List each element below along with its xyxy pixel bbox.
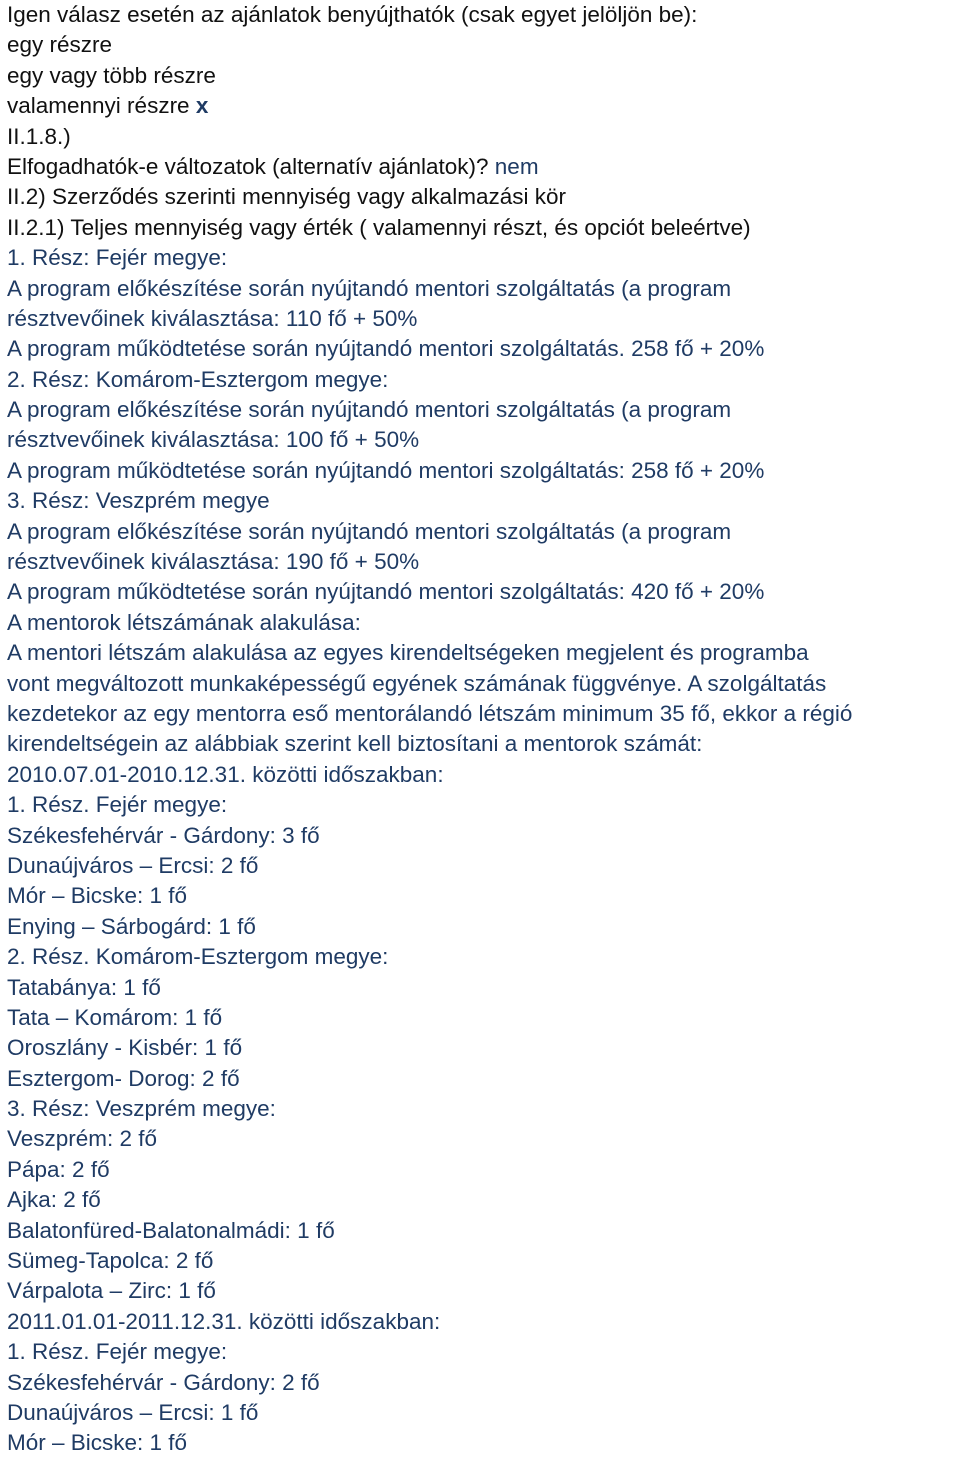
- text-line: Székesfehérvár - Gárdony: 3 fő: [7, 822, 320, 848]
- text-line: 1. Rész: Fejér megye:: [7, 245, 228, 271]
- text-line: kirendeltségein az alábbiak szerint kell biztosítani a mentorok számát:: [7, 731, 703, 757]
- text-line: Sümeg-Tapolca: 2 fő: [7, 1248, 214, 1274]
- text-line: Tatabánya: 1 fő: [7, 974, 161, 1000]
- text-line: résztvevőinek kiválasztása: 110 fő + 50%: [7, 305, 418, 331]
- text-line: Székesfehérvár - Gárdony: 2 fő: [7, 1369, 320, 1395]
- text-line: 3. Rész: Veszprém megye:: [7, 1096, 276, 1122]
- text-line: Pápa: 2 fő: [7, 1156, 110, 1182]
- text-line: Dunaújváros – Ercsi: 2 fő: [7, 852, 259, 878]
- text-line: A program működtetése során nyújtandó mentori szolgáltatás: 258 fő + 20%: [7, 457, 765, 483]
- text-line: Tata – Komárom: 1 fő: [7, 1004, 223, 1030]
- option-one-part: egy részre: [7, 32, 113, 58]
- text-line: 2. Rész: Komárom-Esztergom megye:: [7, 366, 389, 392]
- text-line: 2. Rész. Komárom-Esztergom megye:: [7, 944, 389, 970]
- text-line: Ajka: 2 fő: [7, 1187, 101, 1213]
- text-line: vont megváltozott munkaképességű egyének számának függvénye. A szolgáltatás: [7, 670, 827, 696]
- variants-answer: nem: [494, 153, 539, 179]
- option-all-checkmark: x: [195, 93, 209, 119]
- text-line: Mór – Bicske: 1 fő: [7, 1430, 188, 1456]
- text-line: 2010.07.01-2010.12.31. közötti időszakban:: [7, 761, 444, 787]
- text-line: Várpalota – Zirc: 1 fő: [7, 1278, 216, 1304]
- quantity-description: [7, 243, 960, 1459]
- text-line: A program működtetése során nyújtandó mentori szolgáltatás: 420 fő + 20%: [7, 579, 765, 605]
- text-line: 3. Rész: Veszprém megye: [7, 488, 270, 514]
- text-line: A program előkészítése során nyújtandó mentori szolgáltatás (a program: [7, 518, 732, 544]
- text-line: A program előkészítése során nyújtandó mentori szolgáltatás (a program: [7, 397, 732, 423]
- text-line: Dunaújváros – Ercsi: 1 fő: [7, 1399, 259, 1425]
- text-line: résztvevőinek kiválasztása: 100 fő + 50%: [7, 427, 420, 453]
- variants-question: Elfogadhatók-e változatok (alternatív ajánlatok)?: [7, 153, 489, 179]
- text-line: Mór – Bicske: 1 fő: [7, 883, 188, 909]
- text-line: Esztergom- Dorog: 2 fő: [7, 1065, 240, 1091]
- text-line: Oroszlány - Kisbér: 1 fő: [7, 1035, 243, 1061]
- text-line: A mentori létszám alakulása az egyes kirendeltségeken megjelent és programba: [7, 640, 809, 666]
- text-line: 1. Rész. Fejér megye:: [7, 792, 228, 818]
- text-line: Balatonfüred-Balatonalmádi: 1 fő: [7, 1217, 335, 1243]
- text-line: Veszprém: 2 fő: [7, 1126, 158, 1152]
- section-ii-1-8: II.1.8.): [7, 123, 71, 149]
- option-all-parts: [7, 91, 960, 121]
- submission-question: Igen válasz esetén az ajánlatok benyújthatók (csak egyet jelöljön be):: [7, 2, 698, 27]
- option-more-parts: egy vagy több részre: [7, 62, 216, 88]
- document-body: [7, 0, 960, 1459]
- text-line: 1. Rész. Fejér megye:: [7, 1339, 228, 1365]
- text-line: A mentorok létszámának alakulása:: [7, 609, 361, 635]
- variants-line: [7, 152, 960, 182]
- text-line: résztvevőinek kiválasztása: 190 fő + 50%: [7, 549, 420, 575]
- section-ii-2-1: II.2.1) Teljes mennyiség vagy érték ( valamennyi részt, és opciót beleértve): [7, 214, 751, 240]
- text-line: A program előkészítése során nyújtandó mentori szolgáltatás (a program: [7, 275, 732, 301]
- section-ii-2: II.2) Szerződés szerinti mennyiség vagy alkalmazási kör: [7, 184, 566, 210]
- option-all-label: valamennyi részre: [7, 93, 190, 119]
- text-line: kezdetekor az egy mentorra eső mentorálandó létszám minimum 35 fő, ekkor a régió: [7, 700, 853, 726]
- text-line: Enying – Sárbogárd: 1 fő: [7, 913, 256, 939]
- text-line: A program működtetése során nyújtandó mentori szolgáltatás. 258 fő + 20%: [7, 336, 765, 362]
- text-line: 2011.01.01-2011.12.31. közötti időszakban:: [7, 1308, 441, 1334]
